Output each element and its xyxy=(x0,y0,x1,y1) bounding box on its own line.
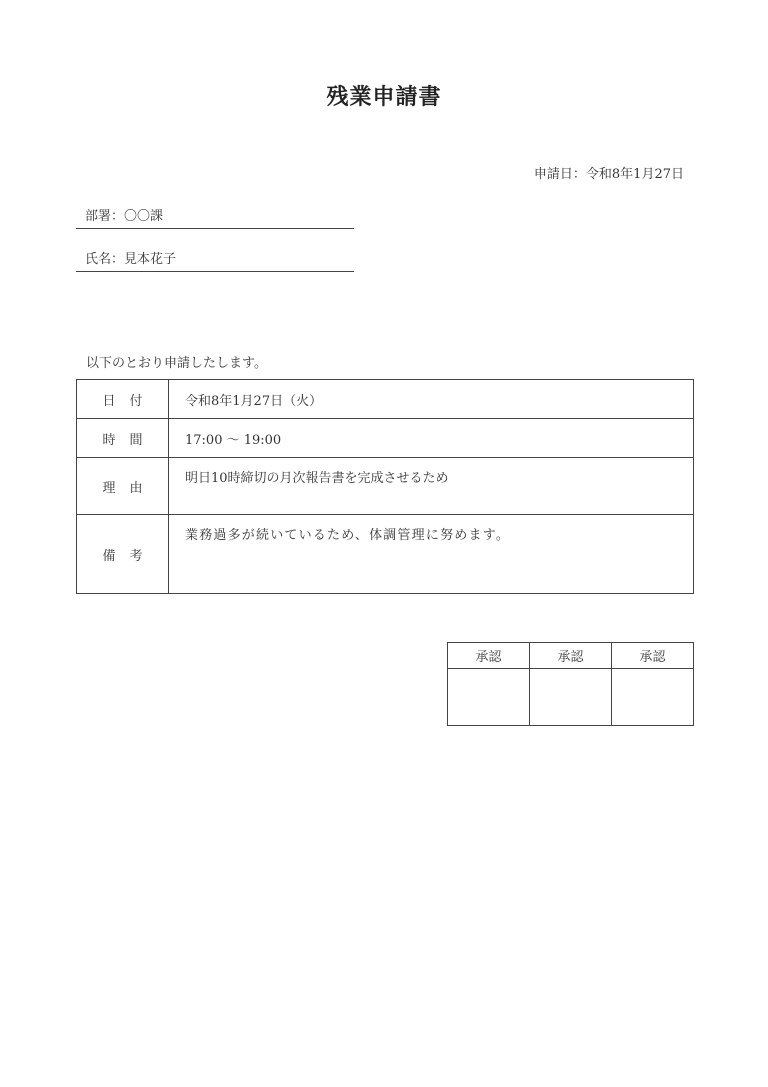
row-value-time: 17:00 〜 19:00 xyxy=(169,419,694,458)
approval-stamp-cell-2 xyxy=(530,669,612,726)
apply-date: 申請日：令和8年1月27日 xyxy=(533,167,684,182)
request-table xyxy=(76,379,694,594)
approval-header-row xyxy=(448,643,694,669)
approval-stamp-cell-3 xyxy=(612,669,694,726)
table-row-time xyxy=(77,419,694,458)
row-label-remarks: 備考 xyxy=(77,515,169,594)
row-value-reason: 明日10時締切の月次報告書を完成させるため xyxy=(169,458,694,515)
approval-table xyxy=(447,642,694,726)
approval-stamp-row xyxy=(448,669,694,726)
row-value-date: 令和8年1月27日（火） xyxy=(169,380,694,419)
row-value-remarks: 業務過多が続いているため、体調管理に努めます。 xyxy=(169,515,694,594)
row-label-date: 日付 xyxy=(77,380,169,419)
name-field: 氏名：見本花子 xyxy=(76,248,354,272)
intro-text: 以下のとおり申請したします。 xyxy=(86,356,267,371)
row-label-time: 時間 xyxy=(77,419,169,458)
table-row-remarks xyxy=(77,515,694,594)
approval-header-1: 承認 xyxy=(448,643,530,669)
row-label-reason: 理由 xyxy=(77,458,169,515)
table-row-date xyxy=(77,380,694,419)
approval-header-2: 承認 xyxy=(530,643,612,669)
document-title: 残業申請書 xyxy=(326,84,442,110)
table-row-reason xyxy=(77,458,694,515)
approval-stamp-cell-1 xyxy=(448,669,530,726)
department-field: 部署：〇〇課 xyxy=(76,205,354,229)
approval-header-3: 承認 xyxy=(612,643,694,669)
